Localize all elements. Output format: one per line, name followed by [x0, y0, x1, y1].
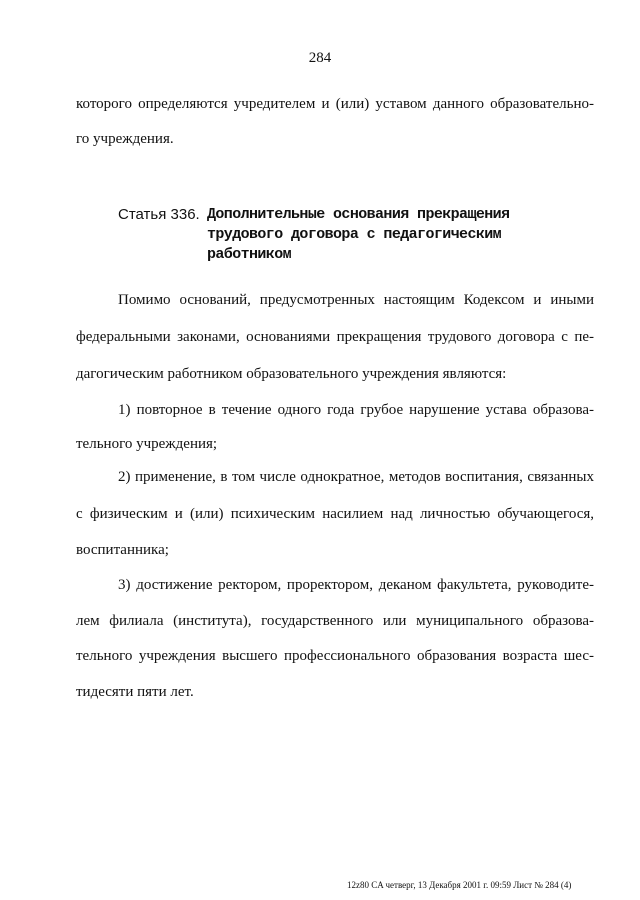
- text-line: дагогическим работником образовательного учреждения являются:: [76, 366, 507, 382]
- text-line: воспитанника;: [76, 542, 169, 558]
- text-line: тидесяти пяти лет.: [76, 684, 194, 700]
- text-line: федеральными законами, основаниями прекращения трудового договора с пе-: [76, 329, 594, 345]
- article-label: Статья 336.: [118, 206, 200, 223]
- text-line: с физическим и (или) психическим насилием над личностью обучающегося,: [76, 506, 594, 522]
- text-line: 3) достижение ректором, проректором, деканом факультета, руководите-: [118, 577, 594, 593]
- article-title: [207, 205, 509, 265]
- text-line: тельного учреждения;: [76, 436, 218, 452]
- text-line: 1) повторное в течение одного года грубое нарушение устава образова-: [118, 402, 594, 418]
- text-line: лем филиала (института), государственного или муниципального образова-: [76, 613, 594, 629]
- article-title-line: работником: [207, 246, 292, 263]
- text-line: тельного учреждения высшего профессионального образования возраста шес-: [76, 648, 594, 664]
- text-line: 2) применение, в том числе однократное, методов воспитания, связанных: [118, 469, 594, 485]
- footer-stamp: 12z80 CA четверг, 13 Декабря 2001 г. 09:59 Лист № 284 (4): [347, 880, 572, 890]
- text-line: Помимо оснований, предусмотренных настоящим Кодексом и иными: [118, 292, 594, 308]
- article-title-line: Дополнительные основания прекращения: [207, 206, 510, 223]
- text-line: которого определяются учредителем и (или) уставом данного образовательно-: [76, 96, 594, 112]
- article-title-line: трудового договора с педагогическим: [207, 226, 502, 243]
- text-line: го учреждения.: [76, 131, 174, 147]
- page-number: 284: [308, 50, 332, 66]
